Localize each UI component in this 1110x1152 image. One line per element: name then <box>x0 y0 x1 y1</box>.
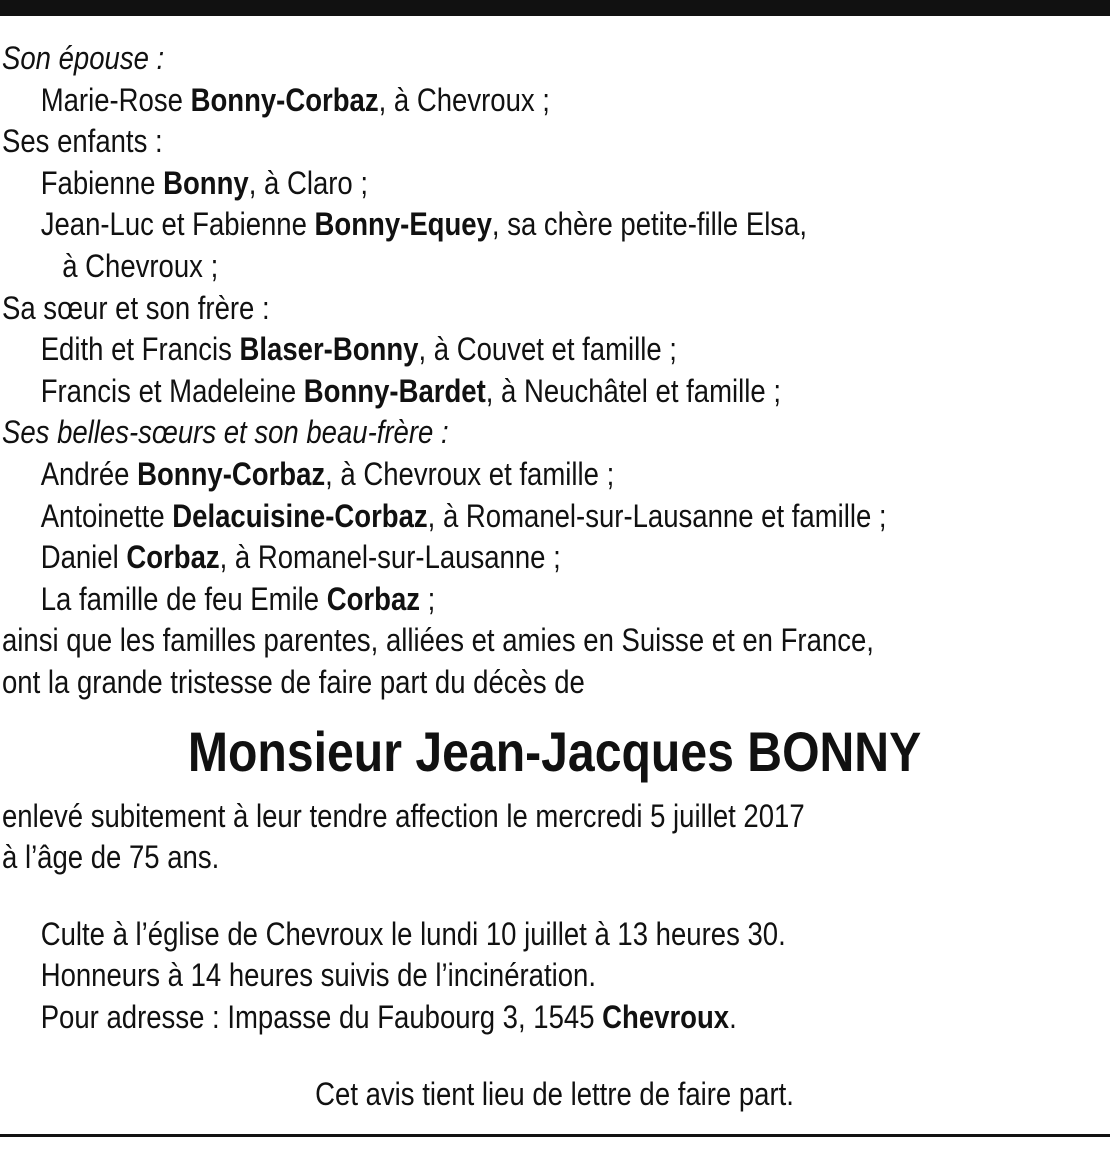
sibling-family-name: Bonny-Bardet <box>303 372 486 409</box>
announcement-line: ont la grande tristesse de faire part du décès de <box>2 663 585 700</box>
honours-line: Honneurs à 14 heures suivis de l’incinération. <box>40 957 597 994</box>
inlaw-line <box>2 496 952 538</box>
address-town: Chevroux <box>602 998 730 1035</box>
spouse-place: , à Chevroux ; <box>378 81 550 118</box>
spouse-heading: Son épouse : <box>2 40 165 76</box>
sibling-place: , à Neuchâtel et famille ; <box>485 372 781 409</box>
death-line: enlevé subitement à leur tendre affection le mercredi 5 juillet 2017 <box>2 797 805 834</box>
families-line: ainsi que les familles parentes, alliées et amies en Suisse et en France, <box>2 622 874 659</box>
inlaw-family-name: Corbaz <box>126 539 220 576</box>
spouse-line <box>2 80 952 122</box>
address-street: Pour adresse : Impasse du Faubourg 3, 1545 <box>40 998 603 1035</box>
inlaw-place: , à Chevroux et famille ; <box>325 455 615 492</box>
inlaw-family-name: Bonny-Corbaz <box>137 455 326 492</box>
sibling-first-name: Francis et Madeleine <box>40 372 304 409</box>
sibling-family-name: Blaser-Bonny <box>239 331 419 368</box>
child-place: , à Claro ; <box>248 164 369 201</box>
address-line <box>2 997 952 1039</box>
inlaw-first-name: Daniel <box>40 539 127 576</box>
inlaw-line <box>2 579 952 621</box>
inlaw-first-name: Antoinette <box>40 497 173 534</box>
child-line <box>2 204 952 246</box>
service-line: Culte à l’église de Chevroux le lundi 10 juillet à 13 heures 30. <box>40 915 786 952</box>
footer-note: Cet avis tient lieu de lettre de faire part. <box>315 1076 794 1113</box>
inlaw-family-name: Delacuisine-Corbaz <box>172 497 428 534</box>
child-family-name: Bonny-Equey <box>314 206 492 243</box>
spacer <box>2 1038 952 1074</box>
sibling-line <box>2 371 952 413</box>
inlaws-heading: Ses belles-sœurs et son beau-frère : <box>2 414 449 451</box>
spouse-family-name: Bonny-Corbaz <box>190 81 379 118</box>
child-line-continuation: à Chevroux ; <box>62 247 219 284</box>
child-place: , sa chère petite-fille Elsa, <box>491 206 808 243</box>
notice-body <box>2 38 952 1116</box>
inlaw-place: , à Romanel-sur-Lausanne et famille ; <box>427 497 887 534</box>
inlaw-place: ; <box>420 580 436 617</box>
sibling-first-name: Edith et Francis <box>40 331 240 368</box>
spacer <box>2 879 952 914</box>
bottom-rule <box>0 1134 1110 1137</box>
inlaw-first-name: La famille de feu Emile <box>40 580 327 617</box>
children-heading: Ses enfants : <box>2 123 163 160</box>
sibling-place: , à Couvet et famille ; <box>418 331 677 368</box>
child-family-name: Bonny <box>163 164 249 201</box>
top-rule <box>0 0 1110 16</box>
child-first-name: Jean-Luc et Fabienne <box>40 206 315 243</box>
inlaw-family-name: Corbaz <box>326 580 421 617</box>
deceased-name: Monsieur Jean-Jacques BONNY <box>187 719 922 783</box>
inlaw-line <box>2 454 952 496</box>
child-first-name: Fabienne <box>40 164 164 201</box>
inlaw-first-name: Andrée <box>40 455 138 492</box>
child-line <box>2 163 952 205</box>
spouse-first-name: Marie-Rose <box>40 81 191 118</box>
siblings-heading: Sa sœur et son frère : <box>2 289 270 326</box>
inlaw-place: , à Romanel-sur-Lausanne ; <box>219 539 561 576</box>
sibling-line <box>2 329 952 371</box>
address-period: . <box>729 998 737 1035</box>
age-line: à l’âge de 75 ans. <box>2 839 220 876</box>
inlaw-line <box>2 537 952 579</box>
